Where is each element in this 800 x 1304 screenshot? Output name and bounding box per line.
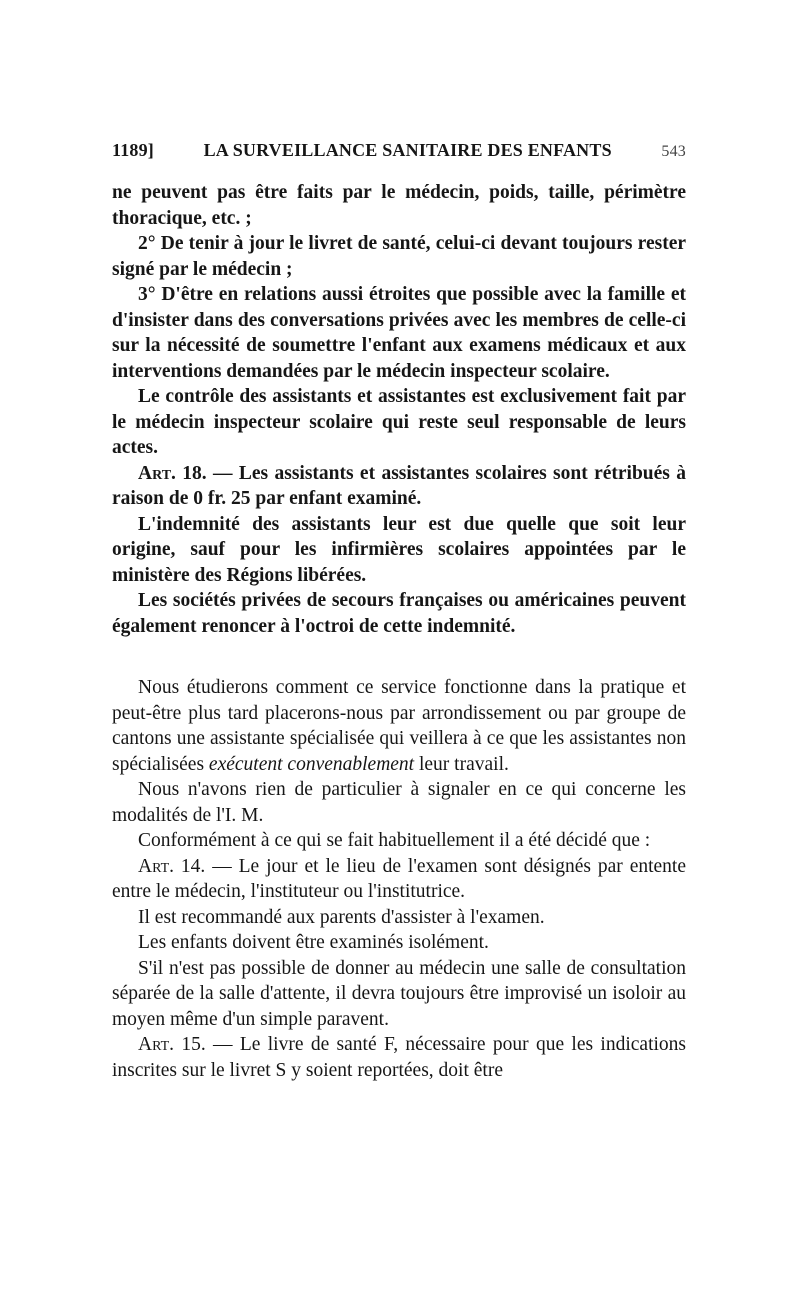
paragraph-text: ne peuvent pas être faits par le médecin, poids, taille, périmètre thoracique, etc. ; bbox=[112, 182, 686, 229]
paragraph-text: Conformément à ce qui se fait habituellement il a été décidé que : bbox=[138, 830, 651, 851]
paragraph-text: — Le jour et le lieu de l'examen sont désignés par entente entre le médecin, l'instituteur ou l'institutrice. bbox=[112, 855, 686, 902]
paragraph bbox=[112, 930, 686, 956]
paragraph-text: 2° De tenir à jour le livret de santé, celui-ci devant toujours rester signé par le médecin ; bbox=[112, 233, 686, 280]
paragraph bbox=[112, 588, 686, 639]
book-page bbox=[112, 140, 686, 1083]
paragraph bbox=[112, 282, 686, 384]
paragraph bbox=[112, 384, 686, 461]
paragraph bbox=[112, 180, 686, 231]
body-text-section-2 bbox=[112, 675, 686, 1083]
paragraph-text-end: leur travail. bbox=[414, 753, 509, 775]
paragraph-text: — Les assistants et assistantes scolaires sont rétribués à raison de 0 fr. 25 par enfant examiné. bbox=[112, 462, 686, 509]
paragraph-text: — Le livre de santé F, nécessaire pour que les indications inscrites sur le livret S y soient reportées, doit être bbox=[112, 1034, 686, 1081]
article-label: Art. 14. bbox=[138, 855, 206, 877]
paragraph bbox=[112, 461, 686, 512]
running-head bbox=[112, 140, 686, 170]
paragraph-text: Il est recommandé aux parents d'assister à l'examen. bbox=[138, 906, 545, 928]
paragraph-text: S'il n'est pas possible de donner au médecin une salle de consultation séparée de la salle d'attente, il devra toujours être improvisé un isoloir au moyen même d'un simple paravent. bbox=[112, 957, 686, 1030]
article-label: Art. 18. bbox=[138, 462, 207, 484]
paragraph-text: Les sociétés privées de secours françaises ou américaines peuvent également renoncer à l'octroi de cette indemnité. bbox=[112, 590, 686, 637]
paragraph bbox=[112, 512, 686, 589]
body-text-section-1 bbox=[112, 180, 686, 639]
paragraph-text: Nous étudierons comment ce service fonctionne dans la pratique et peut-être plus tard placerons-nous par arrondissement ou par groupe de cantons une assistante spécialisée qui veillera à ce que les assistantes non spécialisées bbox=[112, 677, 686, 775]
paragraph-text: 3° D'être en relations aussi étroites que possible avec la famille et d'insister dans des conversations privées avec les membres de celle-ci sur la nécessité de soumettre l'enfant aux examens médicaux et aux interventions demandées par le médecin inspecteur scolaire. bbox=[112, 284, 686, 382]
paragraph bbox=[112, 854, 686, 905]
paragraph bbox=[112, 828, 686, 854]
emphasis-text: exécutent convenablement bbox=[208, 753, 415, 775]
paragraph bbox=[112, 777, 686, 828]
paragraph-text: Nous n'avons rien de particulier à signaler en ce qui concerne les modalités de l'I. M. bbox=[112, 779, 686, 826]
paragraph bbox=[112, 905, 686, 931]
page-number: 543 bbox=[661, 143, 686, 160]
section-gap bbox=[112, 639, 686, 675]
header-year: 1189] bbox=[112, 140, 155, 160]
paragraph bbox=[112, 1032, 686, 1083]
article-label: Art. 15. bbox=[138, 1034, 206, 1055]
header-title: LA SURVEILLANCE SANITAIRE DES ENFANTS bbox=[203, 140, 612, 160]
paragraph-text: Les enfants doivent être examinés isolément. bbox=[138, 932, 489, 953]
paragraph bbox=[112, 956, 686, 1033]
paragraph-text: Le contrôle des assistants et assistantes est exclusivement fait par le médecin inspecteur scolaire qui reste seul responsable de leurs actes. bbox=[112, 386, 686, 458]
paragraph-text: L'indemnité des assistants leur est due quelle que soit leur origine, sauf pour les infirmières scolaires appointées par le ministère des Régions libérées. bbox=[112, 513, 686, 586]
paragraph bbox=[112, 675, 686, 777]
paragraph bbox=[112, 231, 686, 282]
